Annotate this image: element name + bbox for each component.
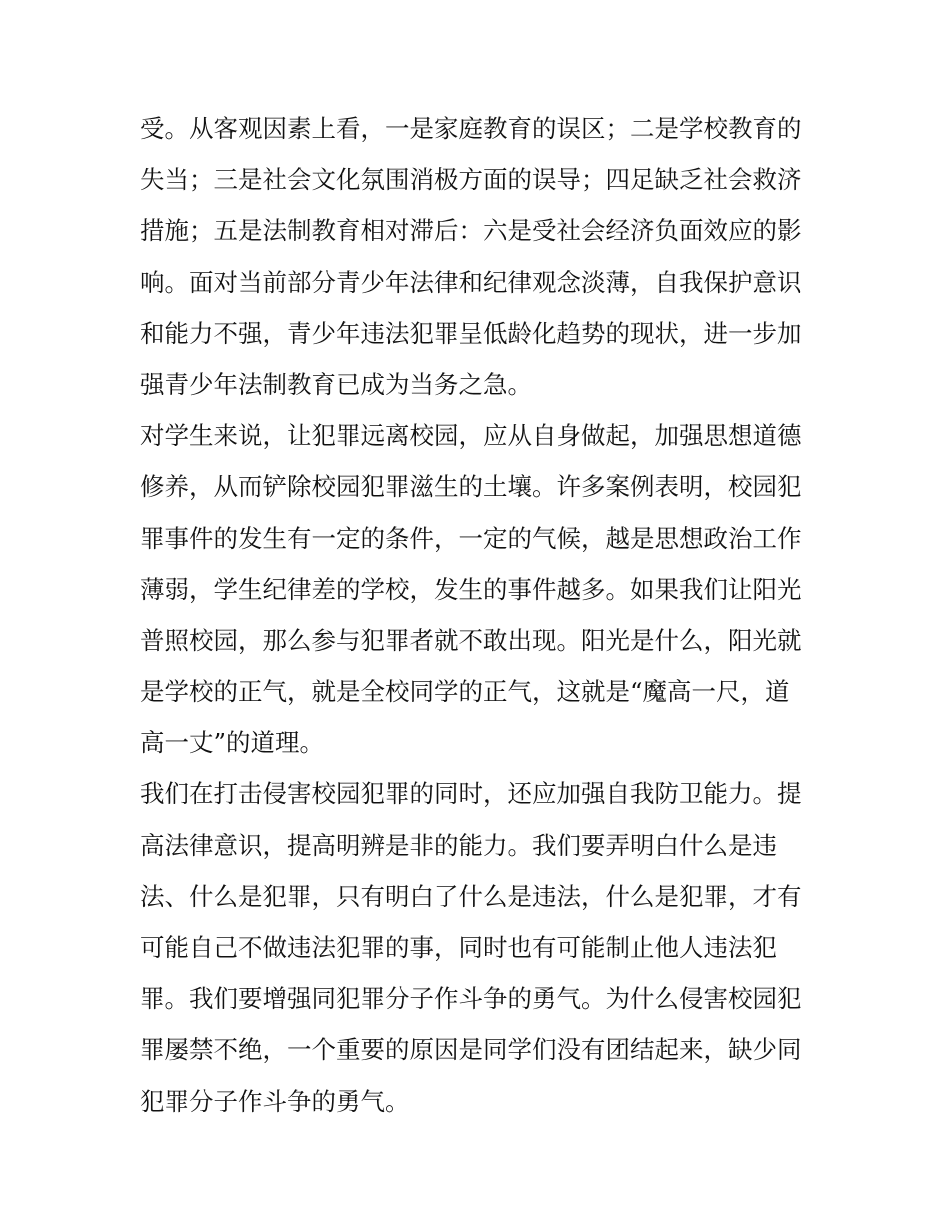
text-line: 罪屡禁不绝，一个重要的原因是同学们没有团结起来，缺少同	[140, 1035, 802, 1065]
text-line: 失当；三是社会文化氛围消极方面的误导；四足缺乏社会救济	[140, 165, 802, 195]
document-body	[140, 103, 820, 1127]
text-line: 是学校的正气，就是全校同学的正气，这就是“魔高一尺，道	[140, 677, 790, 707]
text-line: 对学生来说，让犯罪远离校园，应从自身做起，加强思想道德	[140, 421, 802, 451]
text-line: 我们在打击侵害校园犯罪的同时，还应加强自我防卫能力。提	[140, 779, 802, 809]
text-line: 受。从客观因素上看，一是家庭教育的误区；二是学校教育的	[140, 114, 802, 143]
text-line: 薄弱，学生纪律差的学校，发生的事件越多。如果我们让阳光	[140, 574, 802, 604]
text-line: 和能力不强，青少年违法犯罪呈低龄化趋势的现状，进一步加	[140, 318, 802, 348]
text-line: 措施；五是法制教育相对滞后：六是受社会经济负面效应的影	[140, 216, 802, 246]
text-line: 犯罪分子作斗争的勇气。	[140, 1086, 410, 1116]
text-line: 罪。我们要增强同犯罪分子作斗争的勇气。为什么侵害校园犯	[140, 984, 802, 1014]
text-line: 普照校园，那么参与犯罪者就不敢出现。阳光是什么，阳光就	[140, 625, 802, 655]
text-line: 罪事件的发生有一定的条件，一定的气候，越是思想政治工作	[140, 523, 802, 553]
text-line: 高法律意识，提高明辨是非的能力。我们要弄明白什么是违	[140, 830, 777, 860]
text-line: 强青少年法制教育已成为当务之急。	[140, 369, 532, 399]
text-line: 法、什么是犯罪，只有明白了什么是违法，什么是犯罪，才有	[140, 881, 802, 911]
text-line: 修养，从而铲除校园犯罪滋生的土壤。许多案例表明，校园犯	[140, 472, 802, 502]
text-line: 响。面对当前部分青少年法律和纪律观念淡薄，自我保护意识	[140, 267, 802, 297]
text-line: 可能自己不做违法犯罪的事，同时也有可能制止他人违法犯	[140, 933, 777, 962]
text-line: 高一丈”的道理。	[140, 728, 325, 758]
